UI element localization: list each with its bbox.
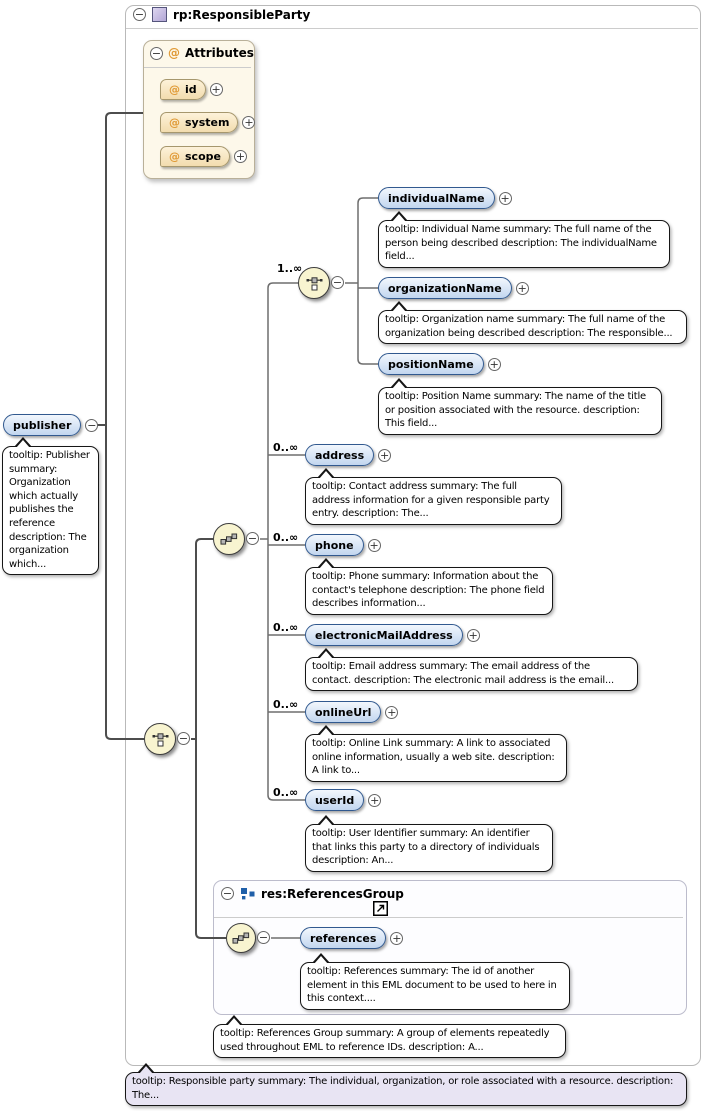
group-icon [240, 886, 255, 901]
responsibleparty-header [133, 7, 310, 22]
sequence-compositor-icon[interactable] [226, 923, 256, 953]
attribute-label: id [185, 83, 197, 96]
element-electronicmailaddress[interactable] [305, 624, 480, 646]
element-label: address [315, 448, 365, 462]
element-pill[interactable] [305, 789, 364, 811]
expand-icon[interactable]: + [211, 83, 221, 96]
element-label: publisher [13, 418, 72, 432]
element-label: electronicMailAddress [315, 628, 453, 642]
element-pill[interactable] [3, 414, 81, 436]
element-pill[interactable] [300, 927, 386, 949]
cardinality-label: 0..∞ [273, 698, 299, 711]
tooltip-onlineurl: tooltip: Online Link summary: A link to associated online information, usually a web site. description: A link to... [305, 734, 567, 782]
expand-icon[interactable]: + [380, 448, 390, 462]
cardinality-label: 0..∞ [273, 441, 299, 454]
referencesgroup-title: res:ReferencesGroup [261, 886, 404, 901]
expand-icon[interactable]: + [387, 705, 397, 719]
element-positionname[interactable] [378, 353, 501, 375]
element-phone[interactable] [305, 534, 381, 556]
expand-icon[interactable]: + [489, 357, 499, 371]
attribute-pill[interactable] [160, 79, 206, 100]
element-label: references [310, 931, 377, 945]
tooltip-userid: tooltip: User Identifier summary: An identifier that links this party to a directory of individuals description: An... [305, 824, 553, 872]
element-pill[interactable] [305, 701, 381, 723]
collapse-icon[interactable]: − [87, 418, 97, 432]
element-label: organizationName [388, 281, 502, 295]
element-label: onlineUrl [315, 705, 372, 719]
expand-icon[interactable]: + [392, 931, 402, 945]
attribute-pill[interactable] [160, 112, 238, 133]
collapse-icon[interactable]: − [178, 732, 189, 745]
tooltip-organizationname: tooltip: Organization name summary: The full name of the organization being described description: The responsible... [378, 310, 687, 344]
element-publisher[interactable] [3, 414, 98, 436]
element-address[interactable] [305, 444, 391, 466]
element-pill[interactable] [305, 444, 374, 466]
element-individualname[interactable] [378, 187, 512, 209]
element-organizationname[interactable] [378, 277, 529, 299]
tooltip-electronicmailaddress: tooltip: Email address summary: The email address of the contact. description: The electronic mail address is the email... [305, 657, 638, 691]
expand-icon[interactable]: + [244, 116, 254, 129]
element-label: userId [315, 793, 355, 807]
root-title: rp:ResponsibleParty [173, 7, 311, 22]
expand-icon[interactable]: + [369, 538, 379, 552]
element-pill[interactable] [305, 534, 364, 556]
referencesgroup-separator [214, 917, 683, 918]
attribute-pill[interactable] [160, 146, 230, 167]
cardinality-label: 0..∞ [273, 531, 299, 544]
collapse-icon[interactable]: − [134, 8, 145, 21]
attribute-at-icon: @ [169, 83, 180, 96]
attribute-at-icon: @ [169, 150, 180, 163]
attribute-id[interactable] [160, 79, 223, 100]
referencesgroup-header [221, 886, 404, 901]
attribute-scope[interactable] [160, 146, 247, 167]
cardinality-label: 0..∞ [273, 786, 299, 799]
attribute-label: scope [185, 150, 221, 163]
tooltip-positionname: tooltip: Position Name summary: The name of the title or position associated with the resource. description: This field... [378, 387, 662, 435]
element-pill[interactable] [305, 624, 463, 646]
attribute-at-icon: @ [169, 116, 180, 129]
expand-icon[interactable]: + [468, 628, 478, 642]
element-pill[interactable] [378, 277, 512, 299]
tooltip-references: tooltip: References summary: The id of another element in this EML document to be used to here in this context.... [300, 962, 570, 1010]
tooltip-referencesgroup: tooltip: References Group summary: A group of elements repeatedly used throughout EML to reference IDs. description: A... [213, 1024, 566, 1058]
collapse-icon[interactable]: − [151, 46, 162, 60]
collapse-icon[interactable]: − [247, 532, 258, 545]
expand-icon[interactable]: + [517, 281, 527, 295]
element-userid[interactable] [305, 789, 381, 811]
collapse-icon[interactable]: − [332, 276, 343, 289]
element-label: phone [315, 538, 354, 552]
element-label: individualName [388, 191, 485, 205]
collapse-icon[interactable]: − [222, 887, 233, 900]
tooltip-publisher: tooltip: Publisher summary: Organization which actually publishes the reference description: The organization which... [2, 446, 99, 575]
element-type-icon [152, 7, 167, 22]
tooltip-address: tooltip: Contact address summary: The full address information for a given responsible party entry. description: The... [305, 477, 562, 525]
goto-definition-icon[interactable] [373, 901, 388, 916]
tooltip-phone: tooltip: Phone summary: Information about the contact's telephone description: The phone field describes information... [305, 567, 553, 615]
header-separator [126, 28, 698, 29]
attribute-label: system [185, 116, 230, 129]
attribute-system[interactable] [160, 112, 255, 133]
element-onlineurl[interactable] [305, 701, 398, 723]
choice-compositor-icon[interactable] [144, 723, 176, 755]
expand-icon[interactable]: + [500, 191, 510, 205]
attribute-at-icon: @ [168, 46, 180, 60]
element-references[interactable] [300, 927, 403, 949]
element-pill[interactable] [378, 187, 495, 209]
attributes-header [150, 46, 254, 60]
element-pill[interactable] [378, 353, 484, 375]
expand-icon[interactable]: + [235, 150, 246, 163]
element-label: positionName [388, 357, 474, 371]
sequence-compositor-icon[interactable] [213, 523, 245, 555]
cardinality-label: 0..∞ [273, 621, 299, 634]
tooltip-responsibleparty: tooltip: Responsible party summary: The individual, organization, or role associated with a resource. description: The... [125, 1072, 687, 1106]
choice-compositor-icon[interactable] [298, 267, 330, 299]
collapse-icon[interactable]: − [258, 931, 269, 944]
expand-icon[interactable]: + [370, 793, 380, 807]
attributes-separator [144, 67, 251, 68]
cardinality-label: 1..∞ [277, 262, 303, 275]
tooltip-individualname: tooltip: Individual Name summary: The full name of the person being described description: The individualName field... [378, 220, 670, 268]
attributes-title: Attributes [185, 46, 254, 60]
